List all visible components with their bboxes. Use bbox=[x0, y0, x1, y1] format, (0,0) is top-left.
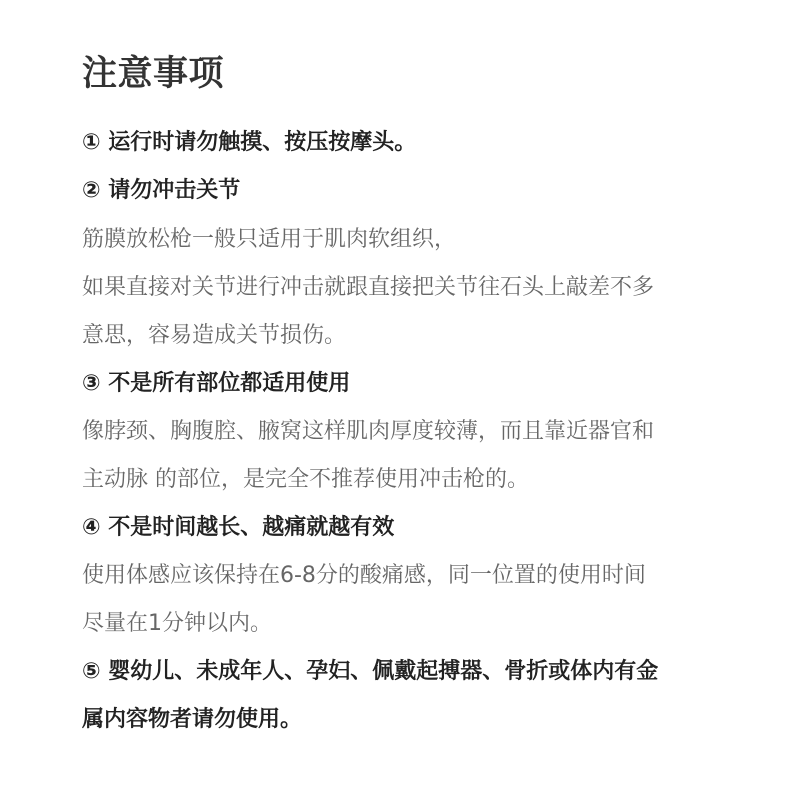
notice-item-2-heading: ② 请勿冲击关节 bbox=[82, 178, 241, 203]
page-title: 注意事项 bbox=[82, 54, 225, 94]
notice-item-4-heading: ④ 不是时间越长、越痛就越有效 bbox=[82, 515, 395, 540]
notice-item-5-heading: ⑤ 婴幼儿、未成年人、孕妇、佩戴起搏器、骨折或体内有金 bbox=[82, 659, 659, 684]
notice-item-2-text-line: 意思，容易造成关节损伤。 bbox=[82, 323, 347, 348]
notice-item-4-text-line: 尽量在1分钟以内。 bbox=[82, 611, 272, 636]
notice-item-4-text-line: 使用体感应该保持在6-8分的酸痛感，同一位置的使用时间 bbox=[82, 563, 646, 588]
notice-item-3-text-line: 主动脉 的部位，是完全不推荐使用冲击枪的。 bbox=[82, 467, 529, 492]
notice-item-2-text-line: 筋膜放松枪一般只适用于肌肉软组织， bbox=[82, 227, 457, 252]
notice-item-1-heading: ① 运行时请勿触摸、按压按摩头。 bbox=[82, 130, 417, 155]
notice-item-3-text-line: 像脖颈、胸腹腔、腋窝这样肌肉厚度较薄，而且靠近器官和 bbox=[82, 419, 655, 444]
notice-item-3-heading: ③ 不是所有部位都适用使用 bbox=[82, 371, 351, 396]
notice-item-5-heading-continued: 属内容物者请勿使用。 bbox=[82, 707, 303, 732]
notice-item-2-text-line: 如果直接对关节进行冲击就跟直接把关节往石头上敲差不多 bbox=[82, 275, 655, 300]
